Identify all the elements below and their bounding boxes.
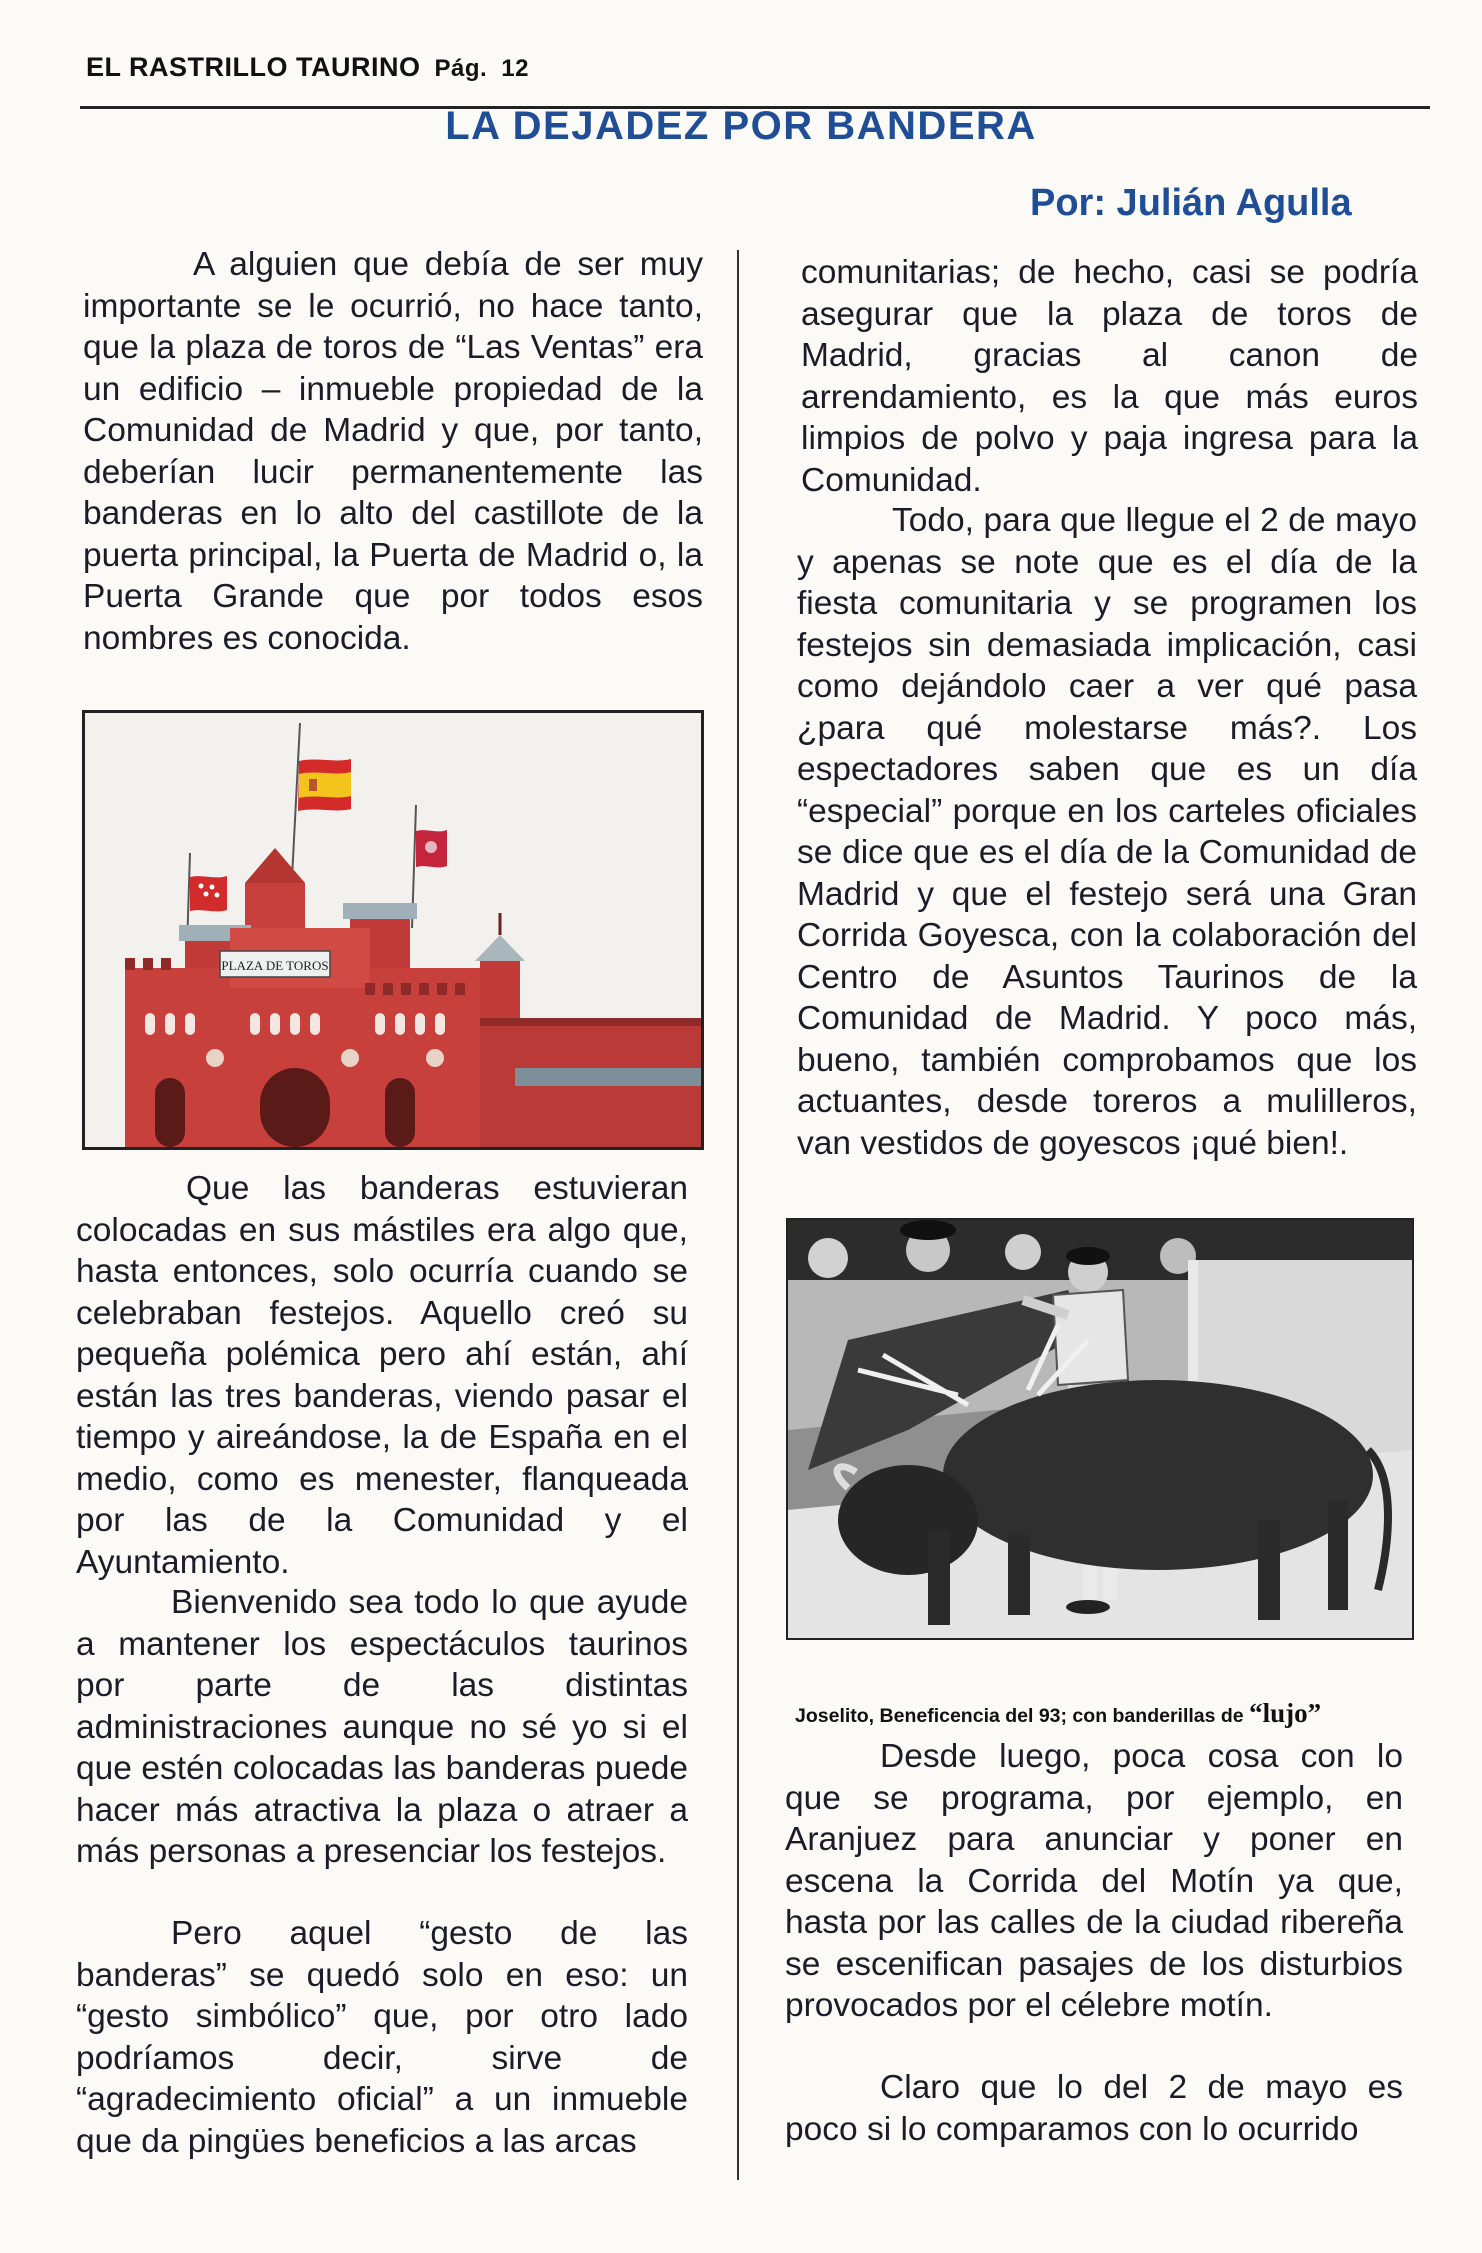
comunidad-flag-icon bbox=[190, 876, 227, 911]
left-paragraph-4: Pero aquel “gesto de las banderas” se quedó solo en eso: un “gesto simbólico” que, por otro lado podríamos decir, sirve de “agradecimiento oficial” a un inmueble que da pingües beneficios a las arcas bbox=[76, 1915, 688, 2160]
photo-caption bbox=[795, 1698, 1435, 1729]
plaza-photo-illustration bbox=[85, 713, 701, 1147]
column-divider bbox=[737, 250, 739, 2180]
left-paragraph-3: Bienvenido sea todo lo que ayude a mantener los espectáculos taurinos por parte de las distintas administraciones aunque no sé yo si el que estén colocadas las banderas puede hacer más atractiva la plaza o atraer a más personas a presenciar los festejos. bbox=[76, 1584, 688, 1870]
left-paragraph-2: Que las banderas estuvieran colocadas en sus mástiles era algo que, hasta entonces, solo ocurría cuando se celebraban festejos. Aquello creó su pequeña polémica pero ahí están, ahí están las tres banderas, viendo pasar el tiempo y aireándose, la de España en el medio, como es menester, flanqueada por las de la Comunidad y el Ayuntamiento. bbox=[76, 1170, 688, 1581]
page-number: 12 bbox=[501, 55, 529, 82]
right-paragraph-4: Claro que lo del 2 de mayo es poco si lo comparamos con lo ocurrido bbox=[785, 2069, 1403, 2148]
right-paragraph-1: comunitarias; de hecho, casi se podría asegurar que la plaza de toros de Madrid, gracias al canon de arrendamiento, es la que más euros limpios de polvo y paja ingresa para la Comunidad. bbox=[801, 254, 1418, 499]
spain-flag-icon bbox=[298, 759, 351, 811]
page-label: Pág. bbox=[434, 55, 488, 82]
running-header bbox=[86, 52, 529, 83]
article-byline: Por: Julián Agulla bbox=[1030, 182, 1352, 224]
ayuntamiento-flag-icon bbox=[416, 830, 447, 867]
caption-text: Joselito, Beneficencia del 93; con banderillas de bbox=[795, 1705, 1250, 1727]
right-paragraph-2: Todo, para que llegue el 2 de mayo y apenas se note que es el día de la fiesta comunitaria y se programen los festejos sin demasiada implicación, casi como dejándolo caer a ver qué pasa ¿para qué molestarse más?. Los espectadores saben que es un día “especial” porque en los carteles oficiales se dice que es el día de la Comunidad de Madrid y que el festejo será una Gran Corrida Goyesca, con la colaboración del Centro de Asuntos Taurinos de la Comunidad de Madrid. Y poco más, bueno, también comprobamos que los actuantes, desde toreros a mulilleros, van vestidos de goyescos ¡qué bien!. bbox=[797, 502, 1417, 1162]
publication-name: EL RASTRILLO TAURINO bbox=[86, 52, 421, 82]
article-title: LA DEJADEZ POR BANDERA bbox=[445, 104, 1037, 148]
right-paragraph-3: Desde luego, poca cosa con lo que se programa, por ejemplo, en Aranjuez para anunciar y poner en escena la Corrida del Motín ya que, hasta por las calles de la ciudad ribereña se escenifican pasajes de los disturbios provocados por el célebre motín. bbox=[785, 1738, 1403, 2024]
left-paragraph-1: A alguien que debía de ser muy importante se le ocurrió, no hace tanto, que la plaza de toros de “Las Ventas” era un edificio – inmueble propiedad de la Comunidad de Madrid y que, por tanto, deberían lucir permanentemente las banderas en lo alto del castillote de la puerta principal, la Puerta de Madrid o, la Puerta Grande que por todos esos nombres es conocida. bbox=[83, 246, 703, 657]
bullfight-photo-illustration bbox=[788, 1220, 1412, 1638]
caption-quoted-word: “lujo” bbox=[1249, 1698, 1322, 1728]
bullfight-photo bbox=[786, 1218, 1414, 1640]
plaza-de-toros-photo bbox=[82, 710, 704, 1150]
plaza-sign-text: PLAZA DE TOROS bbox=[221, 958, 329, 973]
